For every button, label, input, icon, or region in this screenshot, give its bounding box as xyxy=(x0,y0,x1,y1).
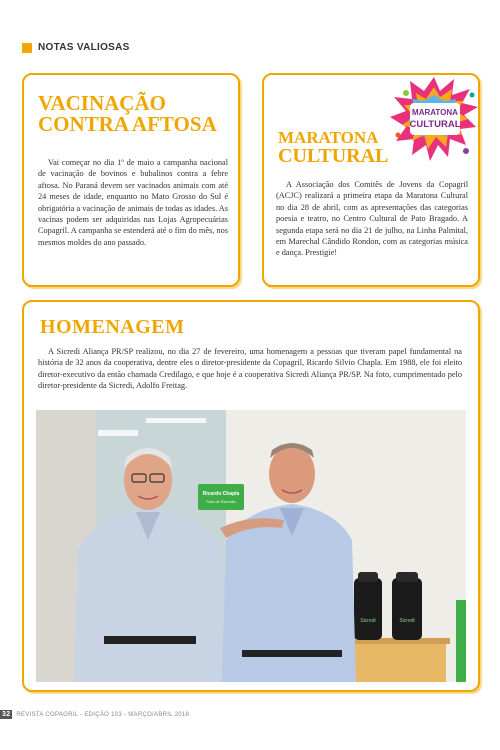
maratona-logo xyxy=(386,71,482,167)
footer-text: REVISTA COPAGRIL - EDIÇÃO 103 - MARÇO/ABRIL 2018 xyxy=(16,712,190,718)
section-marker xyxy=(22,43,32,53)
logo-text-line2: CULTURAL xyxy=(409,119,461,130)
vacinacao-title-line2: CONTRA AFTOSA xyxy=(38,112,217,136)
homenagem-photo xyxy=(36,410,466,682)
page-footer xyxy=(0,711,189,718)
vacinacao-box xyxy=(22,73,240,287)
maratona-title-line2: CULTURAL xyxy=(278,145,389,167)
maratona-box xyxy=(262,73,480,287)
thermos-left xyxy=(354,572,382,640)
section-label: NOTAS VALIOSAS xyxy=(38,42,130,53)
room-sign-line2: Sala de Reunião xyxy=(206,499,236,504)
vacinacao-body: Vai começar no dia 1º de maio a campanha nacional de vacinação de bovinos e bubalinos contra a febre aftosa. No Paraná devem ser vacinados animais com até 24 meses de idade, enquanto no Mato Grosso do Sul é obrigatória a vacinação de animais de todas as idades. As vacinas podem ser adquiridas nas Lojas Agropecuárias Copagril. A campanha se estenderá até o fim do mês, nos mesmos moldes do ano passado. xyxy=(38,158,228,247)
maratona-title-line1: MARATONA xyxy=(278,128,379,147)
section-header xyxy=(22,42,130,53)
room-sign xyxy=(198,484,244,510)
maratona-body: A Associação dos Comitês de Jovens da Copagril (ACJC) realizará a primeira etapa da Maratona Cultural no dia 28 de abril, com as apresentações das categorias poesia e teatro, no Centro Cultural de Pato Bragado. A segunda etapa será no dia 21 de julho, na Linha Palmital, em Marechal Cândido Rondon, com as categorias música e dança. Prestigie! xyxy=(276,180,468,258)
homenagem-box xyxy=(22,300,480,692)
maratona-title xyxy=(278,129,388,165)
thermos-right-label: Sicredi xyxy=(399,618,415,624)
room-sign-line1: Ricardo Chapla xyxy=(202,491,240,497)
vacinacao-title xyxy=(38,93,217,135)
vacinacao-title-line1: VACINAÇÃO xyxy=(38,91,166,115)
homenagem-body: A Sicredi Aliança PR/SP realizou, no dia 27 de fevereiro, uma homenagem a pessoas que tiveram papel fundamental na história de 32 anos da cooperativa, dentre eles o diretor-presidente da Copagril, Ricardo Silvio Chapla. Em 1988, ele foi eleito diretor-executivo da então chamada Credilago, e que hoje é a cooperativa Sicredi Aliança PR/SP. Na foto, cumprimentado pelo diretor-presidente da Sicredi, Adolfo Freitag. xyxy=(38,347,462,391)
homenagem-title: HOMENAGEM xyxy=(40,316,185,338)
photo-illustration xyxy=(36,410,466,682)
page-number: 32 xyxy=(2,711,11,718)
logo-text-line1: MARATONA xyxy=(412,108,458,117)
thermos-left-label: Sicredi xyxy=(360,618,376,624)
thermos-right xyxy=(392,572,422,640)
